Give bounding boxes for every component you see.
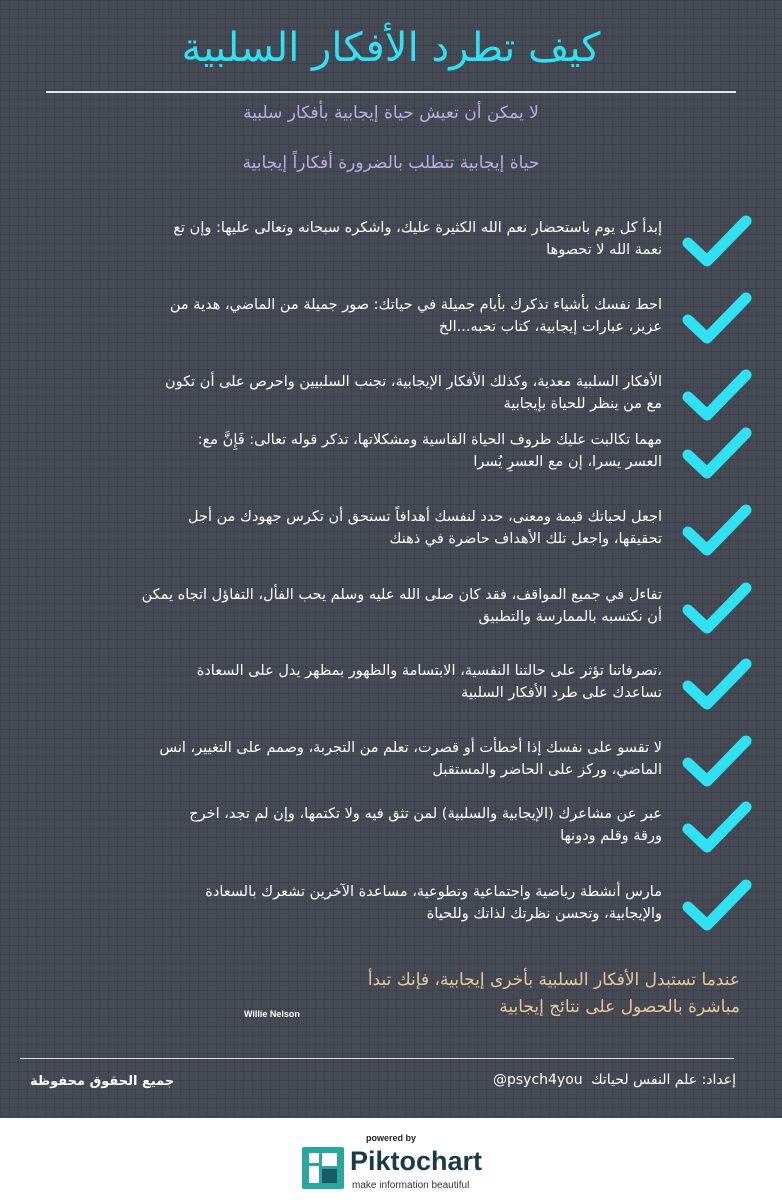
tip-line-1: لا تقسو على نفسك إذا أخطأت أو قصرت، تعلم من التجربة، وصمم على التغيير، انس (159, 740, 662, 756)
tip-text (24, 429, 662, 473)
tip-line-2: العسر يسرا، إن مع العسرِ يُسرا (473, 454, 662, 470)
tip-item (20, 875, 762, 945)
quote-author: Willie Nelson (244, 1009, 300, 1019)
tip-item (20, 654, 762, 724)
footer-credit (493, 1072, 736, 1088)
footer-divider (20, 1058, 734, 1059)
page-title: كيف تطرد الأفكار السلبية (181, 25, 601, 71)
checkmark-icon (680, 875, 754, 935)
tip-line-1: ،تصرفاتنا تؤثر على حالتنا النفسية، الابتسامة والظهور بمظهر يدل على السعادة (196, 663, 662, 679)
footer-rights: جميع الحقوق محفوظة (30, 1074, 175, 1089)
tip-line-2: تحقيقها، واجعل تلك الأهداف حاضرة في ذهنك (389, 531, 662, 547)
checkmark-icon (680, 365, 754, 425)
tip-line-1: إبدأ كل يوم باستحضار نعم الله الكثيرة عليك، واشكره سبحانه وتعالى عليها: وإن تع (173, 220, 662, 236)
quote-line-2: مباشرة بالحصول على نتائج إيجابية (499, 997, 740, 1017)
tip-text (24, 584, 662, 628)
checkmark-icon (680, 797, 754, 857)
tip-line-2: الماضي، وركز على الحاضر والمستقبل (432, 762, 662, 778)
tip-text (24, 217, 662, 261)
checkmark-icon (680, 423, 754, 483)
checkmark-icon (680, 578, 754, 638)
footer-handle: @psych4you (492, 1072, 583, 1088)
tip-line-2: والإيجابية، وتحسن نظرتك لذاتك وللحياة (426, 906, 662, 922)
tip-text (24, 294, 662, 338)
tip-text (24, 506, 662, 550)
tip-text (24, 660, 662, 704)
tip-text (24, 803, 662, 847)
tip-line-1: مهما تكالبت عليك ظروف الحياة القاسية ومشكلاتها، تذكر قوله تعالى: فَإِنَّ مع: (197, 432, 662, 448)
piktochart-wordmark[interactable]: Piktochart (350, 1146, 483, 1176)
tip-item (20, 578, 762, 648)
piktochart-logo-icon (302, 1147, 344, 1189)
subtitle-2: حياة إيجابية تتطلب بالضرورة أفكاراً إيجابية (242, 153, 540, 173)
piktochart-tagline: make information beautiful (352, 1180, 470, 1191)
checkmark-icon (680, 211, 754, 271)
tip-text (24, 881, 662, 925)
tip-item (20, 797, 762, 867)
checkmark-icon (680, 500, 754, 560)
tip-line-2: ورقة وقلم ودونها (560, 828, 662, 844)
checkmark-icon (680, 654, 754, 714)
tip-line-2: تساعدك على طرد الأفكار السلبية (461, 685, 662, 701)
quote-line-1: عندما تستبدل الأفكار السلبية بأخرى إيجابية، فإنك تبدأ (367, 970, 740, 990)
powered-by-label: powered by (365, 1133, 416, 1143)
tip-line-2: نعمة الله لا تحصوها (546, 242, 662, 258)
tip-line-1: عبر عن مشاعرك (الإيجابية والسلبية) لمن تثق فيه ولا تكتمها، وإن لم تجد، اخرج (189, 806, 662, 822)
tip-line-1: احط نفسك بأشياء تذكرك بأيام جميلة في حياتك: صور جميلة من الماضي، هدية من (169, 297, 662, 313)
brand-bar (0, 1118, 782, 1200)
tip-text (24, 371, 662, 415)
tip-item (20, 731, 762, 801)
tip-item (20, 500, 762, 570)
checkmark-icon (680, 731, 754, 791)
tip-line-1: الأفكار السلبية معدية، وكذلك الأفكار الإيجابية، تجنب السلبيين واحرص على أن تكون (165, 374, 662, 390)
tip-item (20, 288, 762, 358)
tip-text (24, 737, 662, 781)
subtitle-1: لا يمكن أن تعيش حياة إيجابية بأفكار سلبية (243, 103, 539, 123)
tip-line-1: مارس أنشطة رياضية واجتماعية وتطوعية، مساعدة الآخرين تشعرك بالسعادة (205, 884, 662, 900)
tip-item (20, 211, 762, 281)
tip-line-1: اجعل لحياتك قيمة ومعنى، حدد لنفسك أهدافاً تستحق أن تكرس جهودك من أجل (188, 509, 662, 525)
tip-line-2: مع من ينظر للحياة بإيجابية (503, 396, 662, 412)
tip-line-2: أن نكتسبه بالممارسة والتطبيق (478, 609, 662, 625)
checkmark-icon (680, 288, 754, 348)
title-divider (46, 91, 736, 93)
tip-line-2: عزيز، عبارات إيجابية، كتاب تحبه...الخ (438, 319, 662, 335)
footer-credit-text: إعداد: علم النفس لحياتك (591, 1072, 736, 1088)
tip-item (20, 423, 762, 493)
tip-line-1: تفاءل في جميع المواقف، فقد كان صلى الله عليه وسلم يحب الفأل، التفاؤل اتجاه يمكن (141, 587, 662, 603)
